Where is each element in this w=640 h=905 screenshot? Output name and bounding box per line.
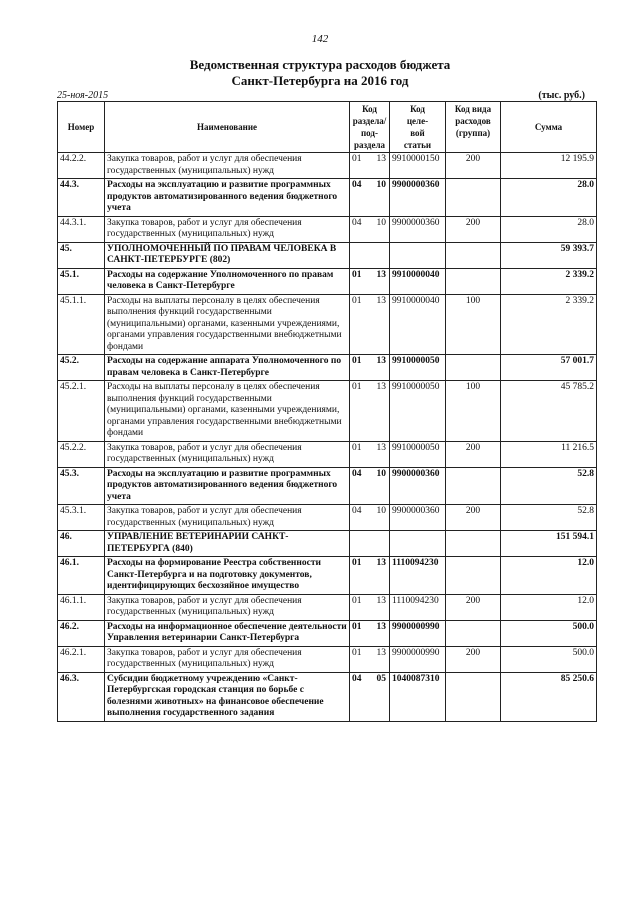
row-article: 1110094230 bbox=[390, 594, 446, 620]
row-sum: 2 339.2 bbox=[501, 294, 597, 355]
row-expense-type bbox=[446, 179, 501, 217]
header-name: Наименование bbox=[105, 102, 350, 153]
section-code: 04 bbox=[352, 468, 362, 479]
subsection-code: 13 bbox=[376, 269, 386, 280]
row-name: Закупка товаров, работ и услуг для обеспечения государственных (муниципальных) нужд bbox=[105, 594, 350, 620]
row-section bbox=[350, 268, 390, 294]
subsection-code: 10 bbox=[376, 217, 386, 228]
table-row bbox=[58, 505, 597, 531]
subsection-code: 10 bbox=[376, 506, 386, 516]
row-section bbox=[350, 594, 390, 620]
row-expense-type bbox=[446, 557, 501, 595]
row-section bbox=[350, 441, 390, 467]
row-sum: 12 195.9 bbox=[501, 153, 597, 179]
row-sum: 12.0 bbox=[501, 557, 597, 595]
row-expense-type: 100 bbox=[446, 381, 501, 442]
row-number: 45.2.1. bbox=[58, 381, 105, 442]
page-number: 142 bbox=[311, 33, 329, 45]
row-sum: 52.8 bbox=[501, 467, 597, 505]
header-article-line: целе- bbox=[406, 116, 429, 126]
header-article-line: статьи bbox=[403, 140, 432, 150]
row-sum: 11 216.5 bbox=[501, 441, 597, 467]
table-row bbox=[58, 646, 597, 672]
subsection-code: 13 bbox=[376, 595, 386, 606]
document-title bbox=[0, 57, 640, 89]
header-type-line: (группа) bbox=[455, 128, 491, 138]
subsection-code: 13 bbox=[376, 356, 386, 366]
subsection-code: 13 bbox=[376, 558, 386, 568]
row-number: 45.2.2. bbox=[58, 441, 105, 467]
row-sum: 500.0 bbox=[501, 646, 597, 672]
header-type-line: расходов bbox=[455, 116, 491, 126]
row-sum: 500.0 bbox=[501, 620, 597, 646]
row-section bbox=[350, 557, 390, 595]
section-code: 04 bbox=[352, 180, 362, 190]
row-article: 1040087310 bbox=[390, 672, 446, 721]
table-row bbox=[58, 594, 597, 620]
row-article: 9900000360 bbox=[390, 179, 446, 217]
row-name: УПРАВЛЕНИЕ ВЕТЕРИНАРИИ САНКТ-ПЕТЕРБУРГА (840) bbox=[105, 531, 350, 557]
row-article: 9900000990 bbox=[390, 620, 446, 646]
row-section bbox=[350, 242, 390, 268]
header-number: Номер bbox=[58, 102, 105, 153]
row-section bbox=[350, 672, 390, 721]
table-row bbox=[58, 268, 597, 294]
row-section bbox=[350, 467, 390, 505]
row-number: 46. bbox=[58, 531, 105, 557]
row-article: 9910000040 bbox=[390, 268, 446, 294]
row-article: 9900000360 bbox=[390, 216, 446, 242]
row-section bbox=[350, 294, 390, 355]
row-article: 9910000050 bbox=[390, 381, 446, 442]
document-date: 25-ноя-2015 bbox=[57, 90, 109, 101]
table-row bbox=[58, 153, 597, 179]
row-expense-type bbox=[446, 355, 501, 381]
row-section bbox=[350, 153, 390, 179]
row-expense-type: 200 bbox=[446, 505, 501, 531]
row-section bbox=[350, 646, 390, 672]
row-article bbox=[390, 242, 446, 268]
header-section-line: раздела/ bbox=[352, 116, 387, 126]
row-section bbox=[350, 620, 390, 646]
header-article-line: вой bbox=[410, 128, 425, 138]
row-number: 45.3. bbox=[58, 467, 105, 505]
row-expense-type: 100 bbox=[446, 294, 501, 355]
section-code: 01 bbox=[352, 382, 362, 392]
row-sum: 45 785.2 bbox=[501, 381, 597, 442]
table-row bbox=[58, 441, 597, 467]
row-article: 9900000360 bbox=[390, 467, 446, 505]
row-expense-type bbox=[446, 531, 501, 557]
budget-table bbox=[57, 101, 597, 722]
row-expense-type bbox=[446, 620, 501, 646]
section-code: 01 bbox=[352, 621, 362, 632]
row-sum: 28.0 bbox=[501, 216, 597, 242]
row-name: Расходы на информационное обеспечение деятельности Управления ветеринарии Санкт-Петербурга bbox=[105, 620, 350, 646]
row-number: 45.2. bbox=[58, 355, 105, 381]
row-name: Расходы на эксплуатацию и развитие программных продуктов автоматизированного ведения бюджетного учета bbox=[105, 179, 350, 217]
row-expense-type: 200 bbox=[446, 441, 501, 467]
row-name: Закупка товаров, работ и услуг для обеспечения государственных (муниципальных) нужд bbox=[105, 505, 350, 531]
title-line-1: Ведомственная структура расходов бюджета bbox=[189, 57, 451, 72]
header-section-line: Код bbox=[362, 104, 377, 114]
row-expense-type bbox=[446, 467, 501, 505]
row-expense-type bbox=[446, 672, 501, 721]
subsection-code: 13 bbox=[376, 154, 386, 164]
row-section bbox=[350, 216, 390, 242]
table-row bbox=[58, 355, 597, 381]
row-sum: 57 001.7 bbox=[501, 355, 597, 381]
row-name: Закупка товаров, работ и услуг для обеспечения государственных (муниципальных) нужд bbox=[105, 153, 350, 179]
row-number: 46.1. bbox=[58, 557, 105, 595]
subsection-code: 10 bbox=[376, 180, 386, 190]
row-name: Расходы на эксплуатацию и развитие программных продуктов автоматизированного ведения бюджетного учета bbox=[105, 467, 350, 505]
row-article: 9900000990 bbox=[390, 646, 446, 672]
section-code: 04 bbox=[352, 673, 362, 684]
section-code: 01 bbox=[352, 558, 362, 568]
section-code: 01 bbox=[352, 647, 362, 658]
row-number: 45. bbox=[58, 242, 105, 268]
subsection-code: 13 bbox=[376, 621, 386, 632]
table-row bbox=[58, 381, 597, 442]
header-article-line: Код bbox=[410, 104, 425, 114]
row-sum: 28.0 bbox=[501, 179, 597, 217]
row-article: 9910000050 bbox=[390, 355, 446, 381]
title-line-2: Санкт-Петербурга на 2016 год bbox=[231, 73, 409, 88]
row-number: 46.2. bbox=[58, 620, 105, 646]
row-number: 46.2.1. bbox=[58, 646, 105, 672]
table-row bbox=[58, 557, 597, 595]
section-code: 01 bbox=[352, 295, 362, 306]
row-name: Расходы на формирование Реестра собственности Санкт-Петербурга и на подготовку документов, идентифицирующих бесхозяйное имущество bbox=[105, 557, 350, 595]
header-section-line: под- bbox=[361, 128, 378, 138]
row-sum: 12.0 bbox=[501, 594, 597, 620]
subsection-code: 10 bbox=[376, 468, 386, 479]
row-sum: 52.8 bbox=[501, 505, 597, 531]
header-type-line: Код вида bbox=[454, 104, 492, 114]
header-section-line: раздела bbox=[353, 140, 386, 150]
row-name: Расходы на выплаты персоналу в целях обеспечения выполнения функций государственными (муниципальными) органами, казенными учреждениями, органами управления государственными внебюджетными фондами bbox=[105, 294, 350, 355]
row-article bbox=[390, 531, 446, 557]
header-section-code bbox=[350, 102, 390, 153]
table-row bbox=[58, 467, 597, 505]
row-article: 9910000050 bbox=[390, 441, 446, 467]
row-number: 45.1. bbox=[58, 268, 105, 294]
header-expense-type bbox=[446, 102, 501, 153]
section-code: 04 bbox=[352, 217, 362, 228]
row-expense-type bbox=[446, 242, 501, 268]
row-number: 44.3.1. bbox=[58, 216, 105, 242]
row-number: 44.2.2. bbox=[58, 153, 105, 179]
section-code: 01 bbox=[352, 154, 362, 164]
table-row bbox=[58, 620, 597, 646]
row-name: Расходы на содержание Уполномоченного по правам человека в Санкт-Петербурге bbox=[105, 268, 350, 294]
row-sum: 151 594.1 bbox=[501, 531, 597, 557]
row-name: Закупка товаров, работ и услуг для обеспечения государственных (муниципальных) нужд bbox=[105, 441, 350, 467]
row-name: Расходы на содержание аппарата Уполномоченного по правам человека в Санкт-Петербурге bbox=[105, 355, 350, 381]
section-code: 01 bbox=[352, 269, 362, 280]
header-article-code bbox=[390, 102, 446, 153]
section-code: 01 bbox=[352, 595, 362, 606]
row-section bbox=[350, 355, 390, 381]
row-number: 44.3. bbox=[58, 179, 105, 217]
row-name: Расходы на выплаты персоналу в целях обеспечения выполнения функций государственными (муниципальными) органами, казенными учреждениями, органами управления государственными внебюджетными фондами bbox=[105, 381, 350, 442]
row-number: 45.1.1. bbox=[58, 294, 105, 355]
row-expense-type: 200 bbox=[446, 153, 501, 179]
row-expense-type: 200 bbox=[446, 646, 501, 672]
row-section bbox=[350, 381, 390, 442]
row-sum: 2 339.2 bbox=[501, 268, 597, 294]
subsection-code: 05 bbox=[376, 673, 386, 684]
row-section bbox=[350, 179, 390, 217]
section-code: 01 bbox=[352, 356, 362, 366]
row-sum: 85 250.6 bbox=[501, 672, 597, 721]
table-row bbox=[58, 242, 597, 268]
row-section bbox=[350, 531, 390, 557]
row-expense-type: 200 bbox=[446, 594, 501, 620]
row-number: 46.3. bbox=[58, 672, 105, 721]
table-row bbox=[58, 531, 597, 557]
table-row bbox=[58, 179, 597, 217]
currency-units: (тыс. руб.) bbox=[538, 90, 585, 101]
subsection-code: 13 bbox=[376, 442, 386, 453]
row-article: 9910000040 bbox=[390, 294, 446, 355]
row-name: УПОЛНОМОЧЕННЫЙ ПО ПРАВАМ ЧЕЛОВЕКА В САНКТ-ПЕТЕРБУРГЕ (802) bbox=[105, 242, 350, 268]
subsection-code: 13 bbox=[376, 647, 386, 658]
row-name: Закупка товаров, работ и услуг для обеспечения государственных (муниципальных) нужд bbox=[105, 646, 350, 672]
row-article: 1110094230 bbox=[390, 557, 446, 595]
row-expense-type: 200 bbox=[446, 216, 501, 242]
row-name: Закупка товаров, работ и услуг для обеспечения государственных (муниципальных) нужд bbox=[105, 216, 350, 242]
table-row bbox=[58, 216, 597, 242]
table-row bbox=[58, 294, 597, 355]
row-sum: 59 393.7 bbox=[501, 242, 597, 268]
section-code: 04 bbox=[352, 506, 362, 516]
row-article: 9910000150 bbox=[390, 153, 446, 179]
row-expense-type bbox=[446, 268, 501, 294]
header-sum: Сумма bbox=[501, 102, 597, 153]
subsection-code: 13 bbox=[376, 295, 386, 306]
subsection-code: 13 bbox=[376, 382, 386, 392]
table-row bbox=[58, 672, 597, 721]
section-code: 01 bbox=[352, 442, 362, 453]
row-name: Субсидии бюджетному учреждению «Санкт-Петербургская городская станция по борьбе с болезнями животных» на финансовое обеспечение выполнения государственного задания bbox=[105, 672, 350, 721]
table-header-row bbox=[58, 102, 597, 153]
row-section bbox=[350, 505, 390, 531]
row-article: 9900000360 bbox=[390, 505, 446, 531]
row-number: 46.1.1. bbox=[58, 594, 105, 620]
row-number: 45.3.1. bbox=[58, 505, 105, 531]
